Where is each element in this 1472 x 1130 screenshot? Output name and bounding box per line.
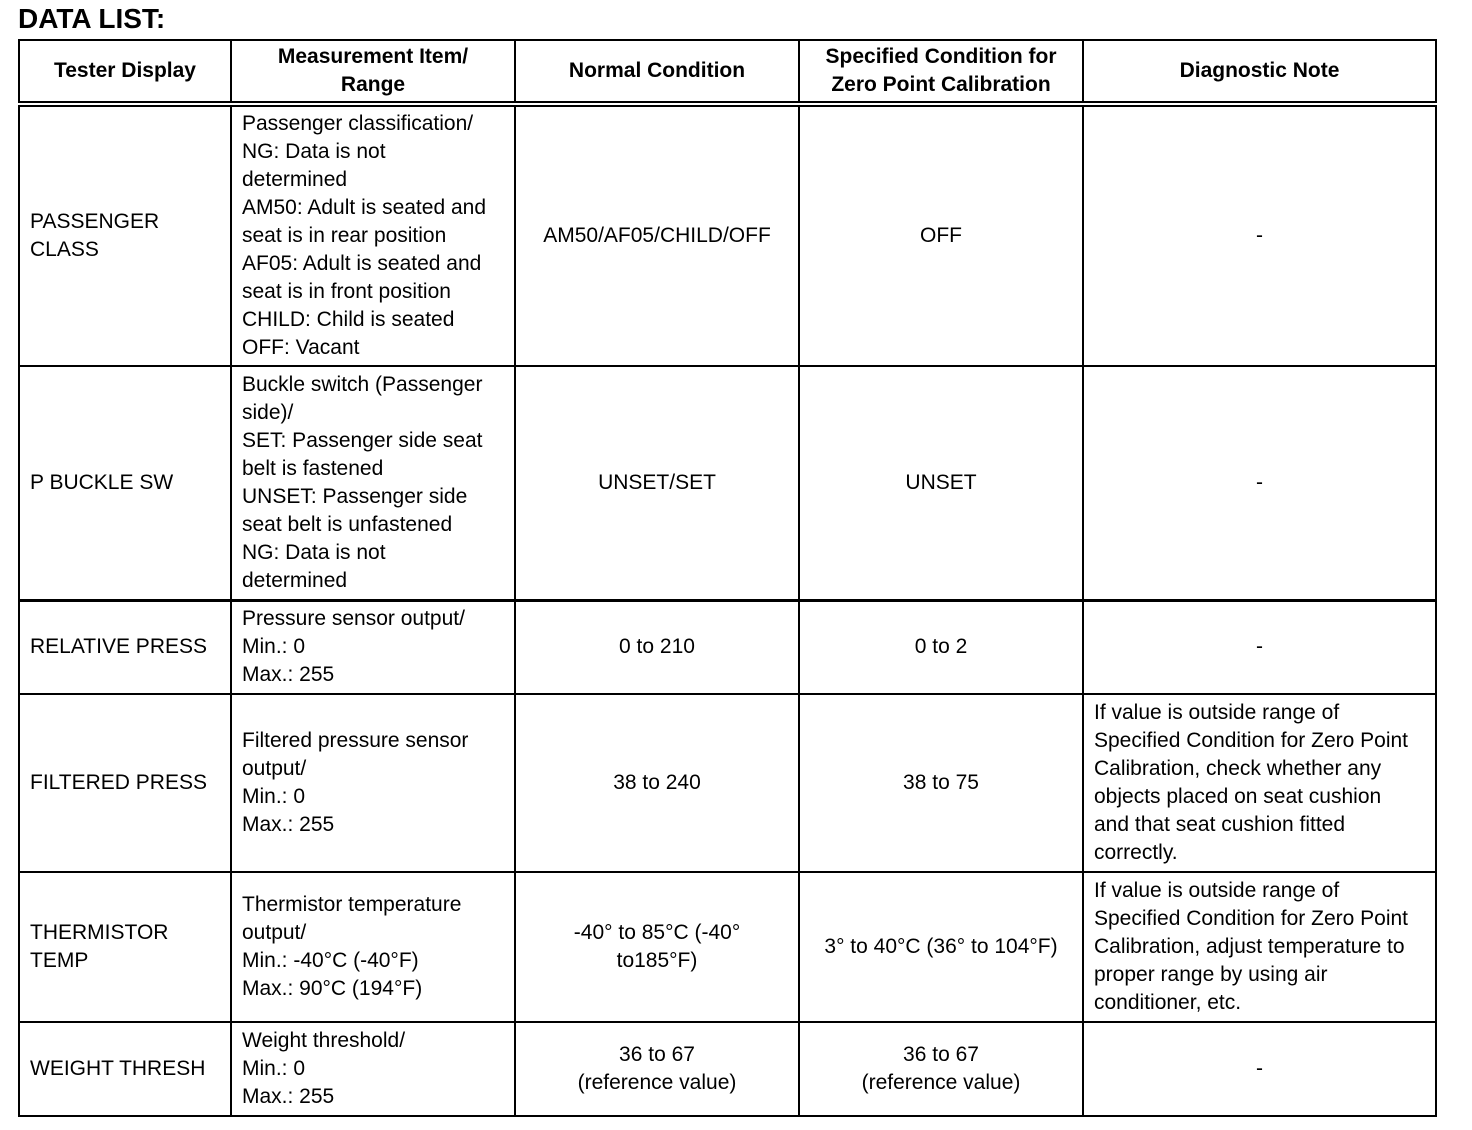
cell-text-line: Max.: 90°C (194°F) (242, 977, 423, 1000)
cell-text-line: correctly. (1094, 841, 1178, 864)
table-row (19, 104, 1436, 366)
cell-normal-condition (515, 694, 799, 872)
cell-measurement-range (231, 366, 515, 600)
cell-text-line: UNSET/SET (598, 470, 716, 494)
cell-diagnostic-note (1083, 872, 1436, 1022)
cell-text-line: Thermistor temperature (242, 893, 462, 916)
cell-text-line: CHILD: Child is seated (242, 308, 455, 331)
cell-text-line: - (1256, 470, 1263, 494)
cell-text-line: belt is fastened (242, 456, 384, 480)
cell-text-line: seat belt is unfastened (242, 512, 453, 536)
cell-text-line: Filtered pressure sensor (242, 729, 469, 752)
cell-text-line: 0 to 2 (914, 635, 968, 659)
cell-diagnostic-note (1083, 1022, 1436, 1116)
page-title: DATA LIST: (18, 3, 166, 34)
cell-text-line: (reference value) (577, 1071, 737, 1094)
cell-diagnostic-note (1083, 600, 1436, 694)
header-specified-condition: Specified Condition for Zero Point Calibration (799, 40, 1083, 104)
cell-text-line: Buckle switch (Passenger (242, 372, 483, 396)
cell-specified-condition (799, 366, 1083, 600)
header-row (19, 40, 1436, 104)
cell-normal-condition (515, 872, 799, 1022)
header-tester-display: Tester Display (19, 40, 231, 104)
cell-text-line: Weight threshold/ (242, 1029, 406, 1052)
cell-text-line: Specified Condition for Zero Point (1094, 729, 1409, 752)
cell-normal-condition (515, 104, 799, 366)
cell-text-line: Calibration, check whether any (1094, 757, 1382, 780)
cell-tester-display (19, 1022, 231, 1116)
cell-text-line: OFF (920, 224, 962, 247)
cell-text-line: output/ (242, 757, 307, 780)
cell-text-line: NG: Data is not (242, 140, 386, 163)
cell-measurement-range (231, 694, 515, 872)
cell-text-line: to185°F) (616, 949, 698, 972)
cell-text-line: (reference value) (861, 1071, 1021, 1094)
cell-measurement-range (231, 1022, 515, 1116)
cell-text-line: Calibration, adjust temperature to (1094, 935, 1405, 958)
header-measurement-item: Measurement Item/ Range (231, 40, 515, 104)
cell-text-line: - (1256, 635, 1263, 659)
cell-measurement-range (231, 104, 515, 366)
cell-text-line: Max.: 255 (242, 663, 335, 687)
cell-text-line: If value is outside range of (1094, 701, 1340, 724)
cell-text-line: seat is in rear position (242, 224, 447, 247)
cell-text-line: AM50: Adult is seated and (242, 196, 486, 219)
cell-text-line: 38 to 240 (613, 771, 701, 794)
cell-text-line: 0 to 210 (619, 635, 695, 659)
cell-text-line: UNSET (905, 470, 977, 494)
cell-specified-condition (799, 104, 1083, 366)
cell-text-line: Max.: 255 (242, 1085, 335, 1108)
cell-text-line: AF05: Adult is seated and (242, 252, 482, 275)
cell-diagnostic-note (1083, 104, 1436, 366)
cell-measurement-range (231, 872, 515, 1022)
cell-text-line: NG: Data is not (242, 540, 386, 564)
cell-normal-condition (515, 1022, 799, 1116)
cell-tester-display (19, 366, 231, 600)
cell-text-line: determined (242, 568, 348, 592)
cell-specified-condition (799, 1022, 1083, 1116)
cell-text-line: If value is outside range of (1094, 879, 1340, 902)
cell-text-line: output/ (242, 921, 307, 944)
cell-text-line: Min.: 0 (242, 635, 306, 659)
cell-text-line: OFF: Vacant (242, 336, 360, 359)
cell-text-line: SET: Passenger side seat (242, 428, 483, 452)
cell-specified-condition (799, 600, 1083, 694)
cell-text-line: - (1256, 1057, 1263, 1080)
cell-text-line: -40° to 85°C (-40° (573, 921, 741, 944)
header-normal-condition: Normal Condition (515, 40, 799, 104)
cell-text-line: Min.: 0 (242, 1057, 306, 1080)
cell-tester-display (19, 694, 231, 872)
cell-text-line: THERMISTOR (30, 921, 169, 944)
cell-diagnostic-note (1083, 694, 1436, 872)
header-diagnostic-note: Diagnostic Note (1083, 40, 1436, 104)
cell-text-line: proper range by using air (1094, 963, 1328, 986)
cell-diagnostic-note (1083, 366, 1436, 600)
cell-text-line: Max.: 255 (242, 813, 335, 836)
cell-text-line: AM50/AF05/CHILD/OFF (543, 224, 771, 247)
cell-text-line: 38 to 75 (903, 771, 979, 794)
cell-text-line: WEIGHT THRESH (30, 1057, 206, 1080)
table-row (19, 366, 1436, 600)
cell-text-line: Specified Condition for Zero Point (1094, 907, 1409, 930)
cell-text-line: RELATIVE PRESS (30, 635, 208, 659)
cell-text-line: UNSET: Passenger side (242, 484, 468, 508)
cell-text-line: Pressure sensor output/ (242, 607, 465, 631)
cell-text-line: 36 to 67 (903, 1043, 979, 1066)
cell-text-line: determined (242, 168, 348, 191)
cell-text-line: PASSENGER (30, 210, 160, 233)
table-row (19, 1022, 1436, 1116)
cell-normal-condition (515, 600, 799, 694)
cell-text-line: side)/ (242, 400, 294, 424)
cell-text-line: 3° to 40°C (36° to 104°F) (824, 935, 1058, 958)
cell-text-line: - (1256, 224, 1263, 247)
table-row (19, 694, 1436, 872)
cell-text-line: 36 to 67 (619, 1043, 695, 1066)
cell-text-line: CLASS (30, 238, 99, 261)
cell-tester-display (19, 104, 231, 366)
cell-text-line: seat is in front position (242, 280, 451, 303)
cell-normal-condition (515, 366, 799, 600)
table-row (19, 600, 1436, 694)
cell-text-line: Min.: -40°C (-40°F) (242, 949, 419, 972)
cell-text-line: FILTERED PRESS (30, 771, 207, 794)
table-row (19, 872, 1436, 1022)
cell-tester-display (19, 600, 231, 694)
cell-specified-condition (799, 872, 1083, 1022)
cell-specified-condition (799, 694, 1083, 872)
cell-text-line: and that seat cushion fitted (1094, 813, 1346, 836)
cell-measurement-range (231, 600, 515, 694)
cell-text-line: Passenger classification/ (242, 112, 474, 135)
cell-tester-display (19, 872, 231, 1022)
cell-text-line: Min.: 0 (242, 785, 306, 808)
cell-text-line: TEMP (30, 949, 89, 972)
cell-text-line: conditioner, etc. (1094, 991, 1242, 1014)
cell-text-line: objects placed on seat cushion (1094, 785, 1382, 808)
cell-text-line: P BUCKLE SW (30, 470, 174, 494)
data-list-table (18, 39, 1437, 1117)
